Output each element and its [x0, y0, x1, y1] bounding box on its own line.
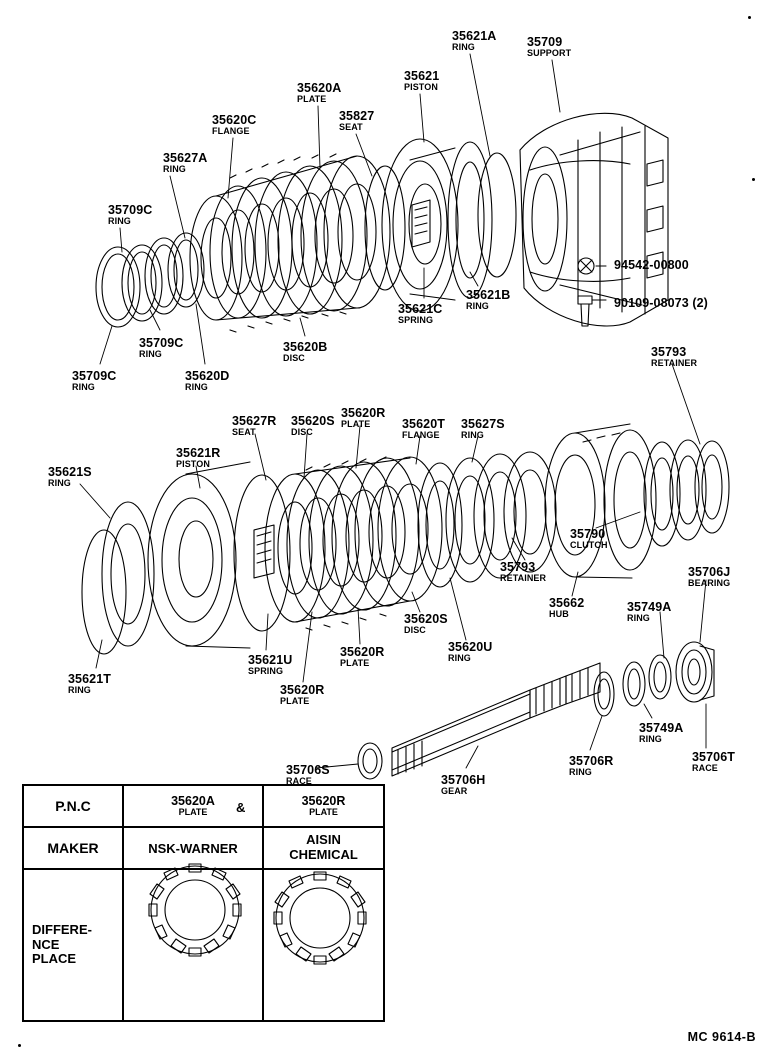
callout-sub: RING: [48, 477, 71, 488]
legend-difference-line1: DIFFERE-: [32, 921, 92, 937]
callout-code: 35627S: [461, 417, 505, 431]
legend-difference-line3: PLACE: [32, 951, 77, 967]
callout-sub: RING: [569, 766, 592, 777]
callout-35620c: [212, 114, 256, 136]
legend-difference-line2: NCE: [32, 936, 60, 952]
callout-code: 35621S: [48, 465, 92, 479]
legend-maker-2-line1: AISIN: [306, 832, 341, 848]
callout-sub: RING: [72, 381, 95, 392]
callout-sub: RING: [185, 381, 208, 392]
callout-code: 35620R: [340, 645, 385, 659]
callout-35793: [500, 561, 546, 583]
callout-35620r: [280, 684, 324, 706]
callout-code: 35709C: [139, 336, 184, 350]
callout-code: 35790: [570, 527, 606, 541]
callout-35620a: [297, 82, 341, 104]
callout-35620u: [448, 641, 492, 663]
callout-code: 35793: [651, 345, 687, 359]
callout-code: 35620R: [280, 683, 325, 697]
callout-sub: SUPPORT: [527, 47, 572, 58]
callout-code: 94542-00800: [614, 258, 689, 272]
callout-35620t: [402, 418, 445, 440]
callout-35706h: [441, 774, 485, 796]
callout-sub: RING: [108, 215, 131, 226]
callout-sub: CLUTCH: [570, 539, 608, 550]
callout-sub: PLATE: [340, 657, 370, 668]
legend-cell-pnc: [24, 786, 124, 828]
callout-35790: [570, 528, 608, 550]
callout-35627s: [461, 418, 505, 440]
callout-code: 35620B: [283, 340, 328, 354]
callout-sub: RING: [639, 733, 662, 744]
callout-code: 35620T: [402, 417, 445, 431]
callout-sub: RACE: [692, 762, 718, 773]
legend-cell-plate-a-image: [124, 870, 264, 1020]
drawing-footer-code: MC 9614-B: [687, 1030, 756, 1044]
callout-35621t: [68, 673, 111, 695]
callout-sub: RING: [466, 300, 489, 311]
callout-35749a: [627, 601, 671, 623]
callout-9454200800: [614, 259, 689, 272]
callout-sub: PISTON: [176, 458, 210, 469]
callout-35706j: [688, 566, 730, 588]
callout-code: 35621T: [68, 672, 111, 686]
callout-35627r: [232, 415, 276, 437]
callout-code: 35621U: [248, 653, 293, 667]
callout-code: 35620A: [297, 81, 342, 95]
callout-code: 35620U: [448, 640, 493, 654]
callout-sub: PLATE: [280, 695, 310, 706]
callout-code: 35627A: [163, 151, 208, 165]
callout-code: 35620S: [404, 612, 448, 626]
callout-code: 35706R: [569, 754, 614, 768]
callout-35709c: [139, 337, 183, 359]
registration-dot: [748, 16, 751, 19]
callout-code: 35627R: [232, 414, 277, 428]
callout-35620r: [341, 407, 385, 429]
legend-part-r-code: 35620R: [301, 793, 346, 808]
legend-maker-label: MAKER: [47, 840, 99, 856]
legend-maker-2-line2: CHEMICAL: [289, 847, 358, 862]
callout-35706s: [286, 764, 330, 786]
callout-sub: BEARING: [688, 577, 731, 588]
callout-35621: [404, 70, 439, 92]
legend-cell-maker-label: [24, 828, 124, 870]
legend-cell-maker-1: [124, 828, 264, 870]
legend-cell-difference-label: [24, 870, 124, 1020]
callout-code: 35709: [527, 35, 563, 49]
legend-table: [22, 784, 385, 1022]
legend-header-row: [24, 786, 383, 828]
callout-35749a: [639, 722, 683, 744]
callout-code: 35621R: [176, 446, 221, 460]
callout-35620d: [185, 370, 229, 392]
callout-sub: RING: [461, 429, 484, 440]
callout-sub: DISC: [404, 624, 426, 635]
callout-35709c: [108, 204, 152, 226]
callout-35662: [549, 597, 584, 619]
callout-code: 35749A: [639, 721, 684, 735]
callout-sub: HUB: [549, 608, 569, 619]
callout-sub: SPRING: [398, 314, 434, 325]
callout-sub: FLANGE: [402, 429, 440, 440]
callout-code: 35706H: [441, 773, 486, 787]
legend-cell-maker-2: [264, 828, 383, 870]
callout-35827: [339, 110, 374, 132]
legend-part-a-sub: PLATE: [178, 806, 208, 817]
callout-code: 35793: [500, 560, 536, 574]
callout-code: 35621C: [398, 302, 443, 316]
callout-sub: PLATE: [297, 93, 327, 104]
legend-ampersand: &: [236, 800, 246, 815]
callout-35620s: [404, 613, 448, 635]
callout-35621a: [452, 30, 496, 52]
callout-sub: RING: [627, 612, 650, 623]
legend-maker-1-value: NSK-WARNER: [148, 840, 238, 856]
callout-code: 35827: [339, 109, 375, 123]
callout-sub: RACE: [286, 775, 312, 786]
callout-35620s: [291, 415, 335, 437]
legend-maker-row: [24, 828, 383, 870]
callout-sub: DISC: [291, 426, 313, 437]
callout-sub: GEAR: [441, 785, 468, 796]
callout-sub: RETAINER: [500, 572, 547, 583]
legend-cell-part-r: [264, 786, 383, 828]
callout-sub: FLANGE: [212, 125, 250, 136]
callout-code: 35706S: [286, 763, 330, 777]
callout-code: 35662: [549, 596, 585, 610]
callout-35620b: [283, 341, 327, 363]
legend-difference-row: [24, 870, 383, 1020]
callout-sub: SPRING: [248, 665, 284, 676]
callout-code: 35621A: [452, 29, 497, 43]
legend-pnc-label: P.N.C: [55, 798, 91, 814]
callout-35709c: [72, 370, 116, 392]
callout-code: 35621: [404, 69, 440, 83]
callout-35709: [527, 36, 571, 58]
callout-35621b: [466, 289, 510, 311]
callout-35621u: [248, 654, 292, 676]
callout-sub: SEAT: [339, 121, 363, 132]
callout-code: 35620R: [341, 406, 386, 420]
legend-part-a-code: 35620A: [171, 793, 215, 808]
callout-35706r: [569, 755, 613, 777]
callout-sub: RING: [163, 163, 186, 174]
callout-sub: RETAINER: [651, 357, 698, 368]
callout-sub: PISTON: [404, 81, 438, 92]
callout-code: 35709C: [108, 203, 153, 217]
legend-part-r-sub: PLATE: [309, 806, 338, 817]
registration-dot: [18, 1044, 21, 1047]
callout-code: 35706J: [688, 565, 731, 579]
callout-sub: RING: [139, 348, 162, 359]
callout-35793: [651, 346, 697, 368]
callout-code: 35706T: [692, 750, 735, 764]
callout-sub: RING: [448, 652, 471, 663]
registration-dot: [752, 178, 755, 181]
callout-35621s: [48, 466, 92, 488]
callout-code: 35620C: [212, 113, 257, 127]
callout-sub: RING: [452, 41, 475, 52]
callout-code: 35709C: [72, 369, 117, 383]
callout-35627a: [163, 152, 207, 174]
callout-code: 35621B: [466, 288, 511, 302]
callout-code: 90109-08073 (2): [614, 296, 708, 310]
callout-35706t: [692, 751, 735, 773]
legend-cell-plate-r-image: [264, 870, 383, 1020]
callout-code: 35620S: [291, 414, 335, 428]
callout-code: 35749A: [627, 600, 672, 614]
callout-35621c: [398, 303, 442, 325]
callout-code: 35620D: [185, 369, 230, 383]
callout-sub: RING: [68, 684, 91, 695]
callout-sub: PLATE: [341, 418, 371, 429]
callout-sub: DISC: [283, 352, 305, 363]
callout-sub: SEAT: [232, 426, 256, 437]
callout-35620r: [340, 646, 384, 668]
callout-35621r: [176, 447, 220, 469]
callout-90109080732: [614, 297, 708, 310]
